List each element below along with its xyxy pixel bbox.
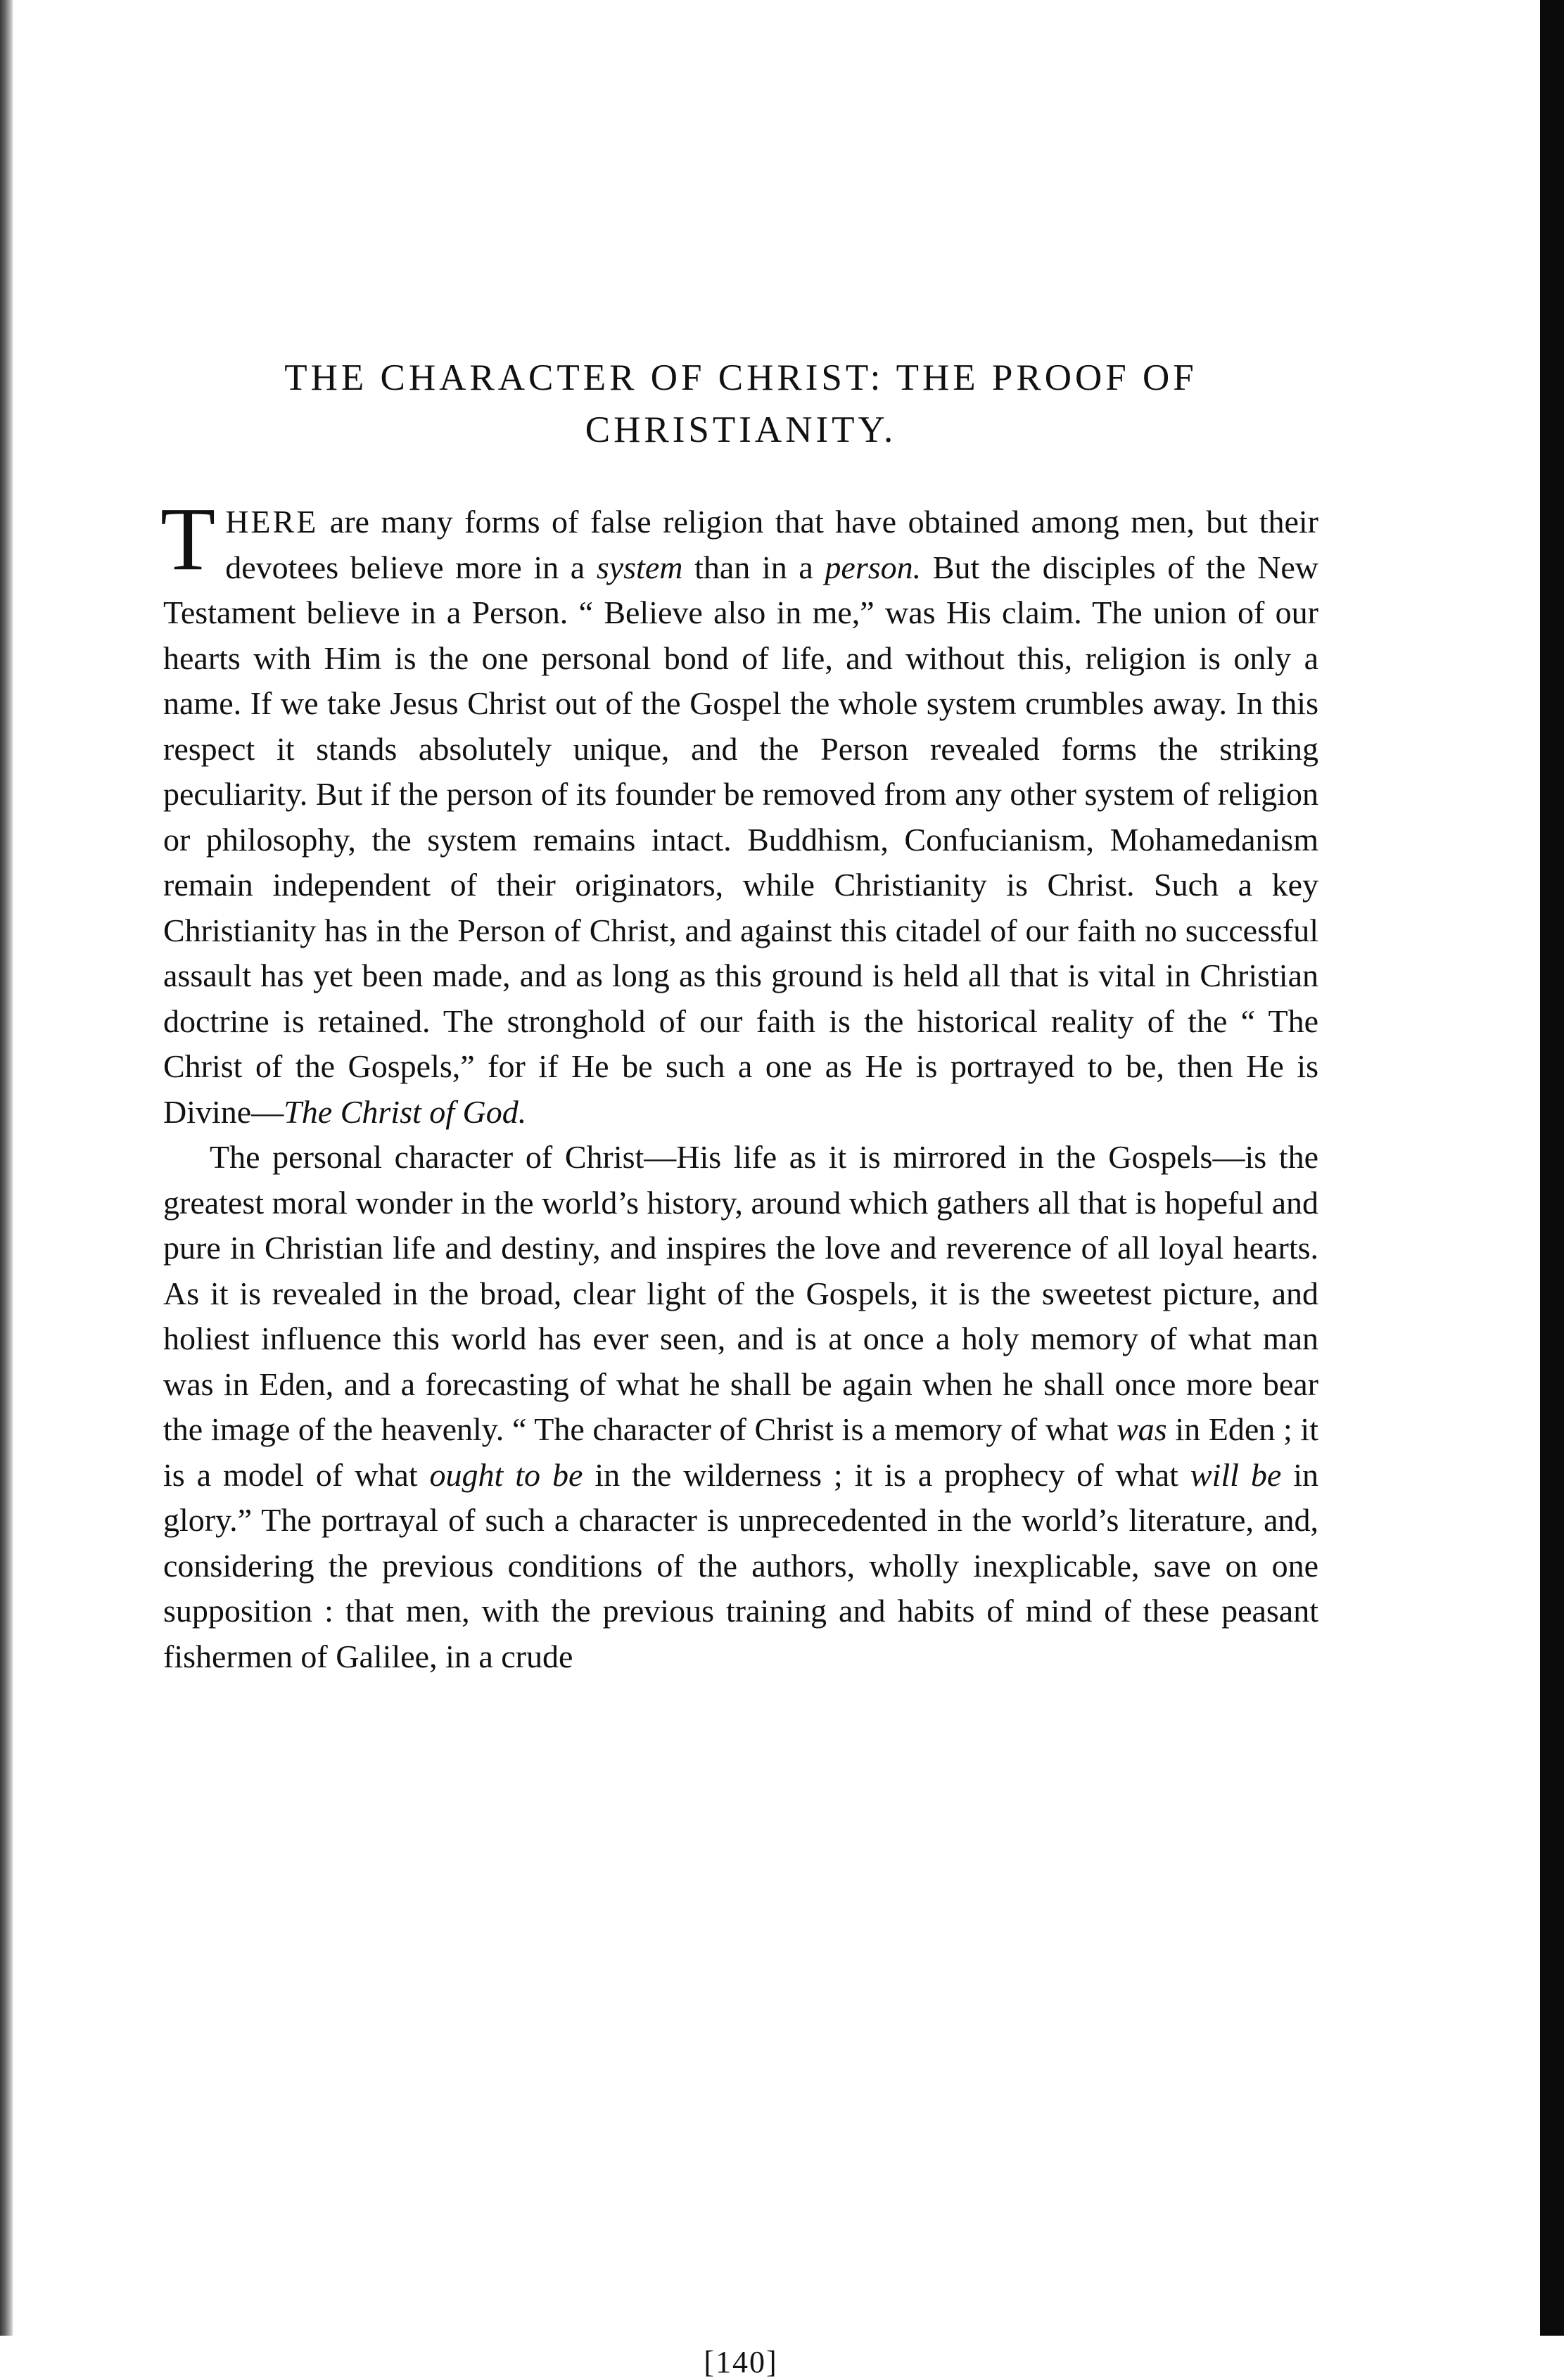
paragraph-2 <box>163 1135 1318 1679</box>
drop-cap-lead: HERE <box>225 504 319 540</box>
paragraph-2-text-a: The personal character of Christ—His life as it is mirrored in the Gospels—is the greatest moral wonder in the world’s history, around which gathers all that is hopeful and pure in Christian life and destiny, and inspires the love and reverence of all loyal hearts. As it is revealed in the broad, clear light of the Gospels, it is the sweetest picture, and holiest influence this world has ever seen, and is at once a holy memory of what man was in Eden, and a forecasting of what he shall be again when he shall once more bear the image of the heavenly. “ The character of Christ is a memory of what <box>163 1139 1318 1447</box>
paragraph-1-italic-person: person. <box>825 549 922 585</box>
paragraph-1-text-a: are many forms of false religion that have obtained among men, but their devotees believe more in a <box>225 504 1318 585</box>
paragraph-1-italic-system: system <box>596 549 683 585</box>
paragraph-1 <box>160 489 1318 1135</box>
scan-left-edge <box>0 0 13 2336</box>
page-content <box>160 352 1318 2379</box>
paragraph-2-italic-was: was <box>1117 1411 1167 1447</box>
paragraph-2-text-d: in glory.” The portrayal of such a character is unprecedented in the world’s literature, and, considering the previous conditions of the authors, wholly inexplicable, save on one supposition : that men, with the previous training and habits of mind of these peasant fishermen of Galilee, in a crude <box>163 1456 1318 1674</box>
chapter-title <box>163 352 1318 456</box>
paragraph-2-italic-ought-to-be: ought to be <box>429 1456 583 1493</box>
chapter-title-line-1: THE CHARACTER OF CHRIST: THE PROOF OF <box>284 357 1197 398</box>
paragraph-1-text-b: than in a <box>682 549 825 585</box>
drop-cap: T <box>160 489 216 589</box>
paragraph-2-italic-will-be: will be <box>1190 1456 1282 1493</box>
paragraph-1-text-c: But the disciples of the New Testament believe in a Person. “ Believe also in me,” was His claim. The union of our hearts with Him is the one personal bond of life, and without this, religion is only a name. If we take Jesus Christ out of the Gospel the whole system crumbles away. In this respect it stands absolutely unique, and the Person revealed forms the striking peculiarity. But if the person of its founder be removed from any other system of religion or philosophy, the system remains intact. Buddhism, Confucianism, Mohamedanism remain independent of their originators, while Christianity is Christ. Such a key Christianity has in the Person of Christ, and against this citadel of our faith no successful assault has yet been made, and as long as this ground is held all that is vital in Christian doctrine is retained. The stronghold of our faith is the historical reality of the “ The Christ of the Gospels,” for if He be such a one as He is portrayed to be, then He is Divine— <box>163 549 1318 1130</box>
chapter-title-line-2: CHRISTIANITY. <box>585 409 897 450</box>
scan-right-edge <box>1540 0 1564 2336</box>
paragraph-1-italic-christ-of-god: The Christ of God. <box>284 1093 527 1130</box>
page-number: [140] <box>704 2345 778 2379</box>
paragraph-2-text-b: in Eden ; it is a model of what <box>163 1411 1318 1493</box>
paragraph-2-text-c: in the wilderness ; it is a prophecy of what <box>583 1456 1190 1493</box>
